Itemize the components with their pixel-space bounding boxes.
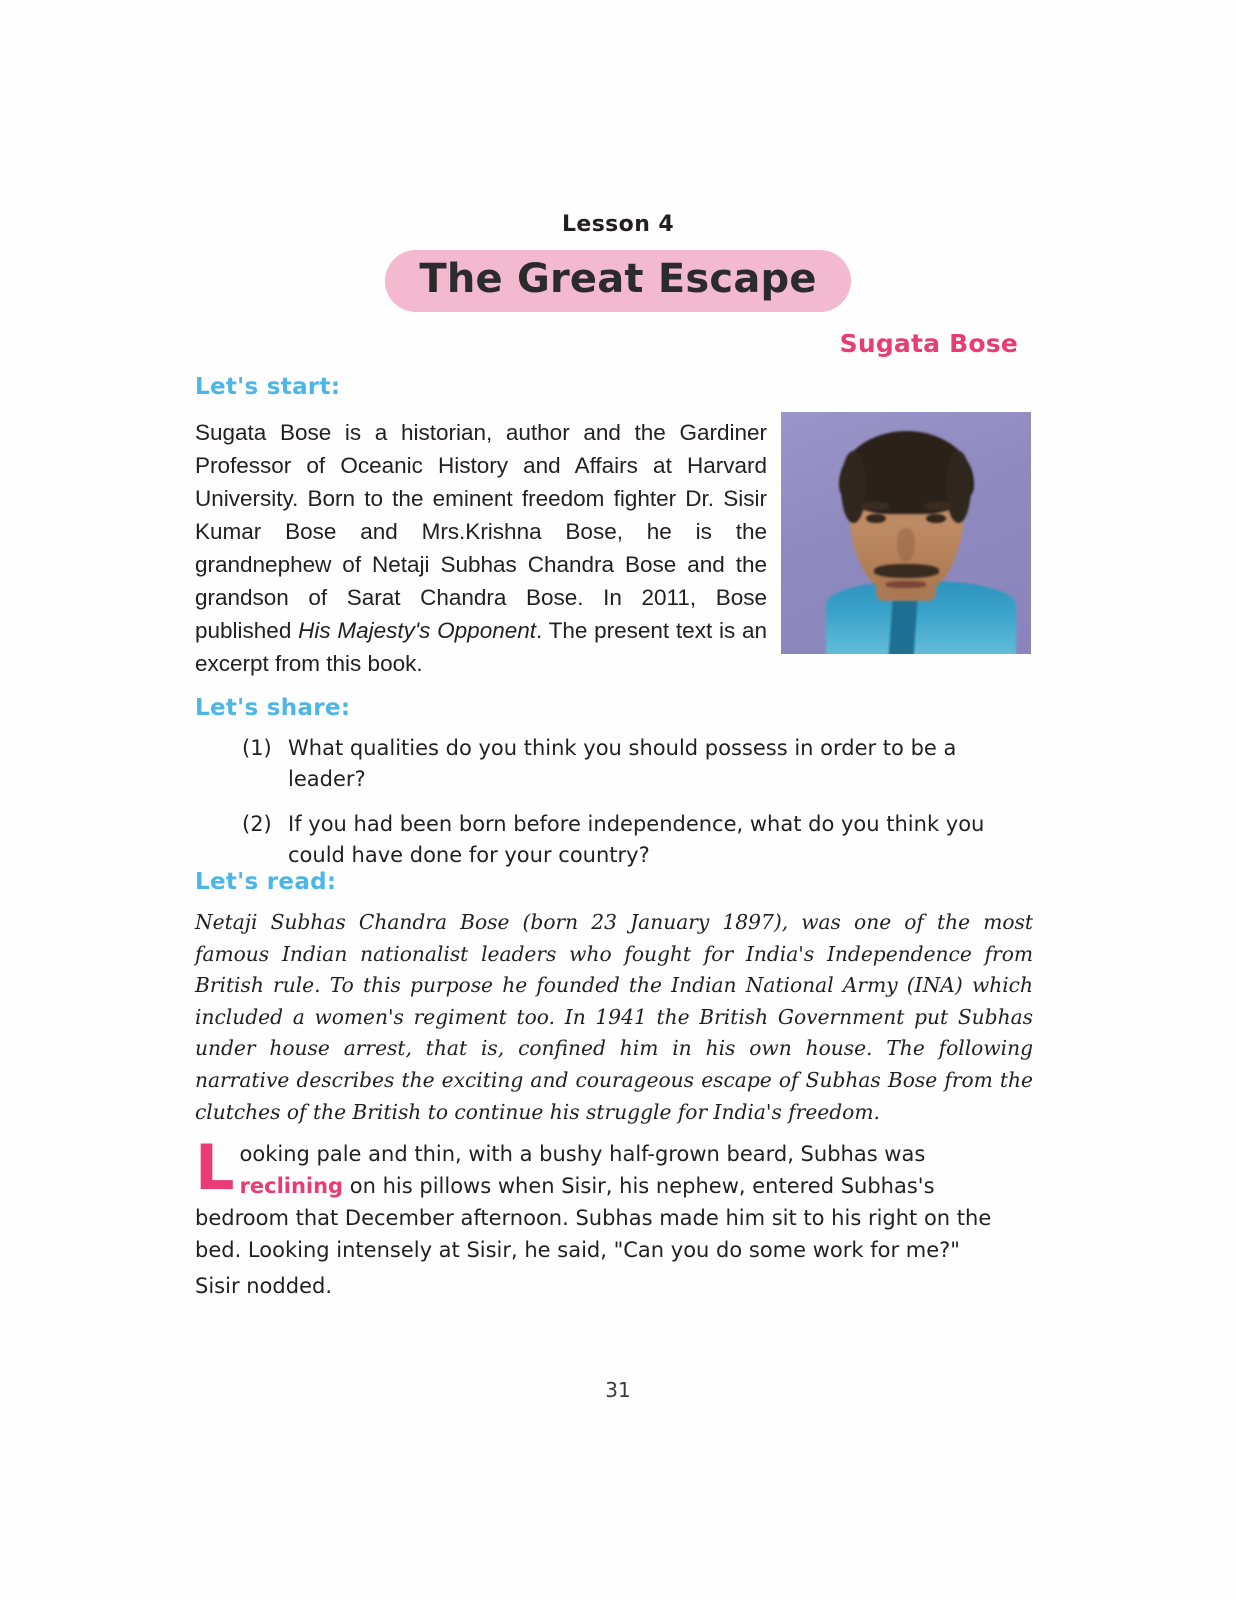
author-byline: Sugata Bose	[839, 329, 1018, 358]
drop-cap-letter: L	[195, 1131, 235, 1204]
page-title: The Great Escape	[385, 250, 850, 312]
narrative-paragraph-1	[195, 1131, 1033, 1266]
narrative-paragraph-2: Sisir nodded.	[195, 1274, 332, 1298]
list-item-text: What qualities do you think you should possess in order to be a leader?	[288, 736, 957, 791]
bio-text-part1: Sugata Bose is a historian, author and the Gardiner Professor of Oceanic History and Affairs at Harvard University. Born to the eminent freedom fighter Dr. Sisir Kumar Bose and Mrs.Krishna Bose, he is the grandnephew of Netaji Subhas Chandra Bose and the grandson of Sarat Chandra Bose. In 2011, Bose published	[195, 420, 767, 643]
intro-block	[195, 416, 1031, 680]
list-item	[242, 733, 1032, 795]
book-title: His Majesty's Opponent	[298, 618, 536, 643]
highlighted-vocabulary-word: reclining	[239, 1174, 344, 1198]
lesson-title-container	[0, 250, 1236, 312]
lesson-label: Lesson 4	[561, 212, 675, 237]
section-heading-lets-read: Let's read:	[195, 869, 337, 895]
bio-text-part2: . The present text is an excerpt from this book.	[195, 618, 767, 676]
narrative-text-before-keyword: ooking pale and thin, with a bushy half-grown beard, Subhas was	[239, 1142, 926, 1166]
reading-intro-passage: Netaji Subhas Chandra Bose (born 23 January 1897), was one of the most famous Indian nationalist leaders who fought for India's Independence from British rule. To this purpose he founded the Indian National Army (INA) which included a women's regiment too. In 1941 the British Government put Subhas under house arrest, that is, confined him in his own house. The following narrative describes the exciting and courageous escape of Subhas Bose from the clutches of the British to continue his struggle for India's freedom.	[195, 910, 1033, 1124]
portrait-softening-overlay	[781, 412, 1031, 654]
list-item	[242, 809, 1032, 871]
section-heading-lets-start: Let's start:	[195, 374, 341, 400]
author-portrait-photo	[781, 412, 1031, 654]
share-question-list	[242, 733, 1032, 885]
narrative-text-after-keyword: on his pillows when Sisir, his nephew, entered Subhas's bedroom that December afternoon. Subhas made him sit to his right on the bed. Looking intensely at Sisir, he said, "Can you do some work for me?"	[195, 1174, 992, 1262]
page-number: 31	[605, 1378, 631, 1402]
list-item-number: (2)	[242, 812, 272, 836]
section-heading-lets-share: Let's share:	[195, 695, 351, 721]
list-item-text: If you had been born before independence, what do you think you could have done for your country?	[288, 812, 985, 867]
list-item-number: (1)	[242, 736, 272, 760]
